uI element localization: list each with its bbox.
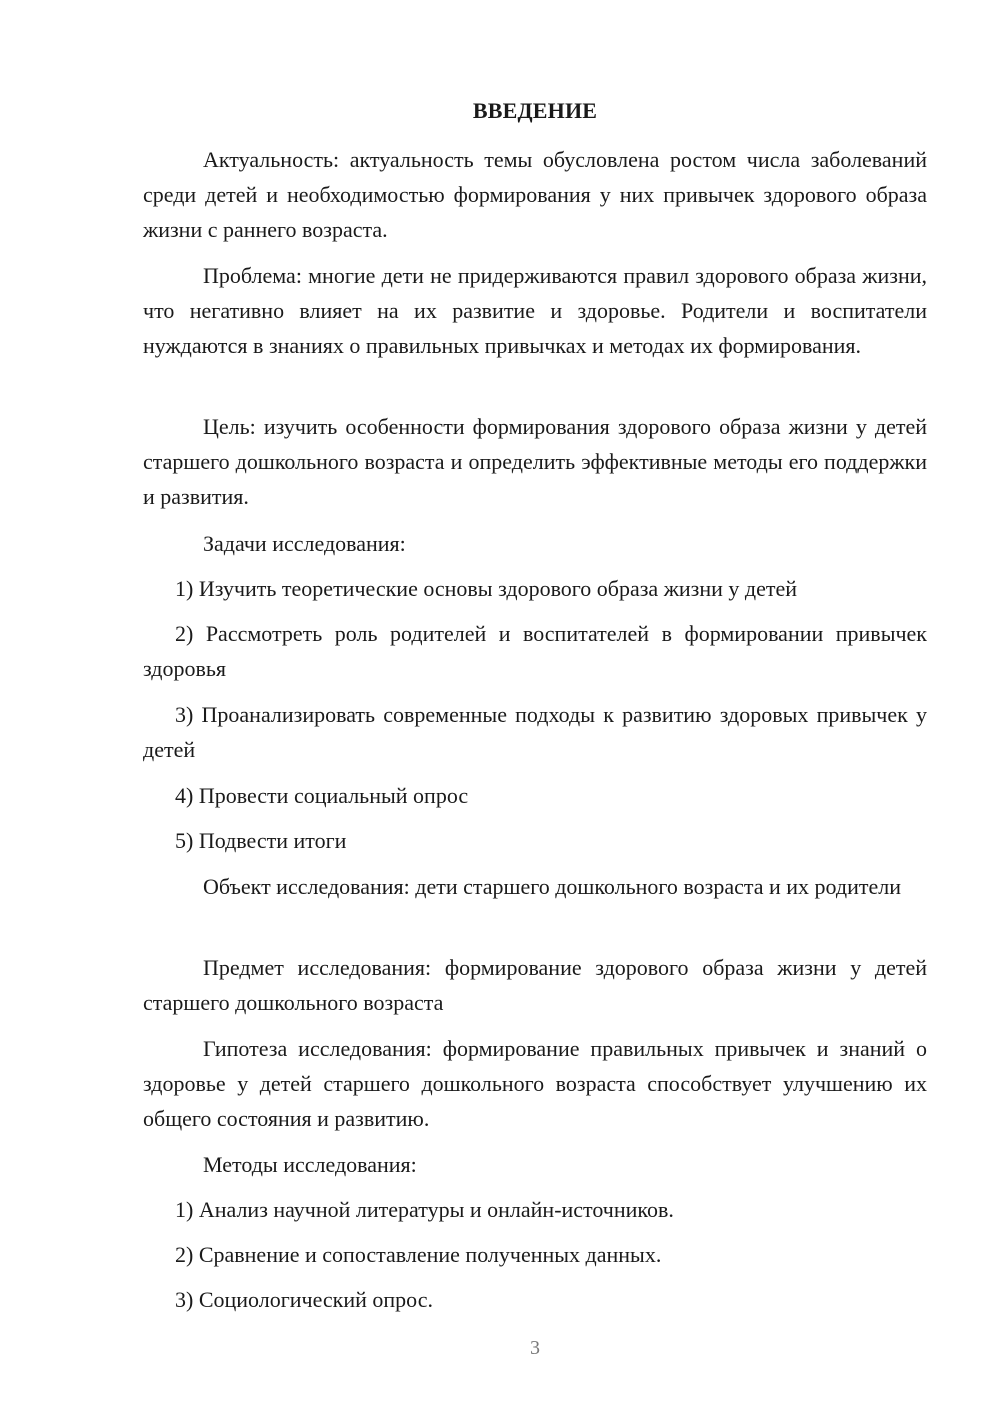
page-number: 3 xyxy=(530,1337,540,1359)
list-item-task-2: 2) Рассмотреть роль родителей и воспитателей в формировании привычек здоровья xyxy=(143,621,927,681)
paragraph-subject: Предмет исследования: формирование здорового образа жизни у детей старшего дошкольного возраста xyxy=(143,955,927,1015)
page-heading: ВВЕДЕНИЕ xyxy=(472,98,598,123)
list-item-task-3: 3) Проанализировать современные подходы к развитию здоровых привычек у детей xyxy=(143,702,927,762)
list-item-method-1: 1) Анализ научной литературы и онлайн-источников. xyxy=(175,1197,674,1222)
paragraph-methods-heading: Методы исследования: xyxy=(203,1152,417,1177)
document-page xyxy=(143,0,927,1414)
paragraph-goal: Цель: изучить особенности формирования здорового образа жизни у детей старшего дошкольного возраста и определить эффективные методы его поддержки и развития. xyxy=(143,414,927,509)
paragraph-hypothesis: Гипотеза исследования: формирование правильных привычек и знаний о здоровье у детей старшего дошкольного возраста способствует улучшению их общего состояния и развитию. xyxy=(143,1036,927,1131)
list-item-task-5: 5) Подвести итоги xyxy=(175,828,347,853)
paragraph-object: Объект исследования: дети старшего дошкольного возраста и их родители xyxy=(203,874,902,899)
list-item-method-2: 2) Сравнение и сопоставление полученных данных. xyxy=(175,1242,662,1267)
paragraph-tasks-heading: Задачи исследования: xyxy=(203,531,406,556)
paragraph-relevance: Актуальность: актуальность темы обусловлена ростом числа заболеваний среди детей и необходимостью формирования у них привычек здорового образа жизни с раннего возраста. xyxy=(143,147,927,242)
list-item-method-3: 3) Социологический опрос. xyxy=(175,1287,433,1312)
list-item-task-1: 1) Изучить теоретические основы здорового образа жизни у детей xyxy=(175,576,798,601)
list-item-task-4: 4) Провести социальный опрос xyxy=(175,783,469,808)
paragraph-problem: Проблема: многие дети не придерживаются правил здорового образа жизни, что негативно влияет на их развитие и здоровье. Родители и воспитатели нуждаются в знаниях о правильных привычках и методах их формирования. xyxy=(143,263,927,358)
